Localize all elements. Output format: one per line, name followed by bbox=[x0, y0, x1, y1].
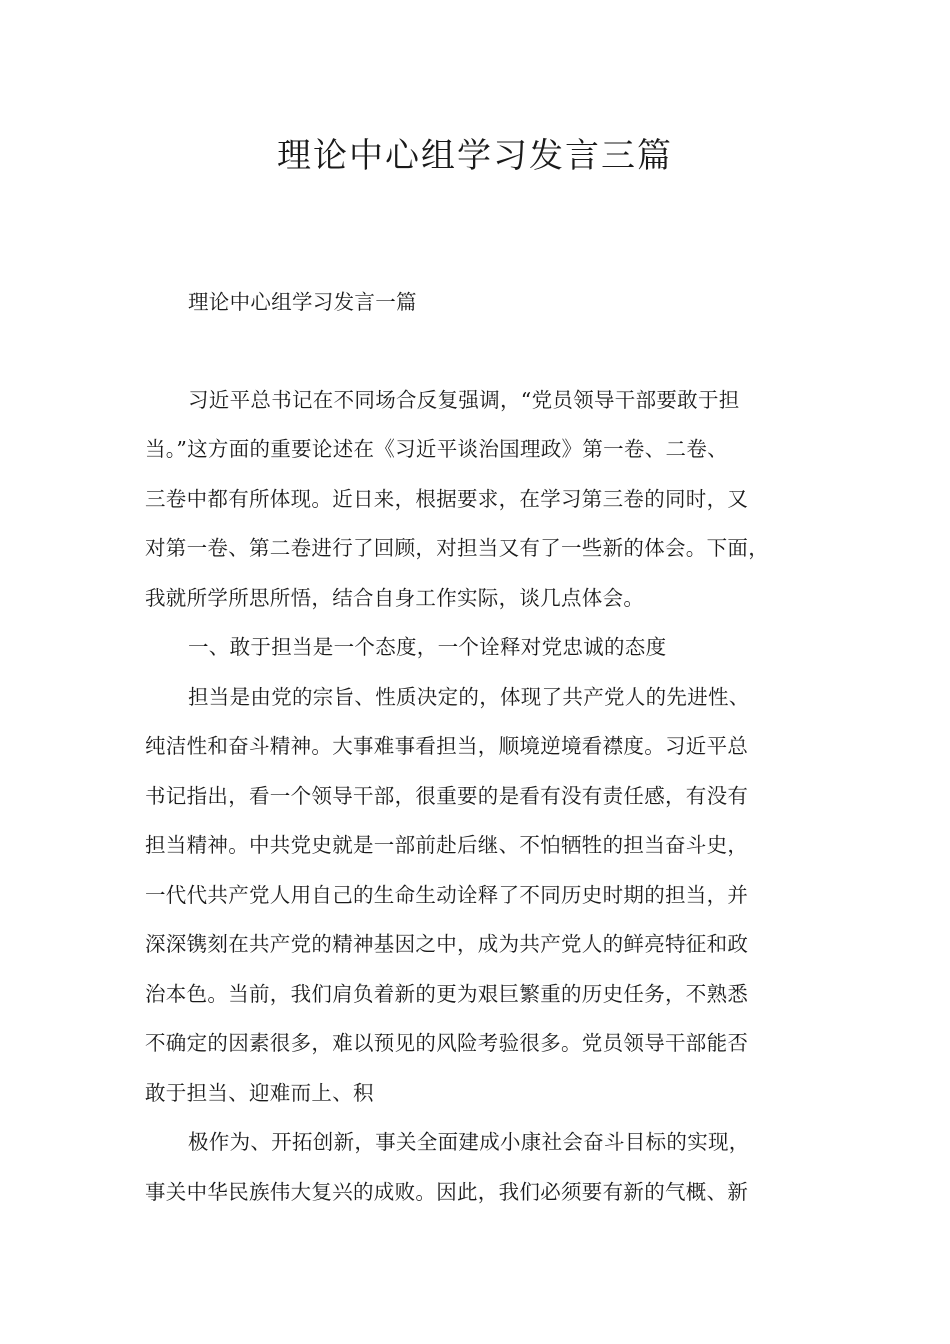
paragraph-line-14: 敢于担当、迎难而上、积 bbox=[145, 1081, 374, 1105]
paragraph-line-7: 纯洁性和奋斗精神。大事难事看担当，顺境逆境看襟度。习近平总 bbox=[145, 734, 749, 758]
paragraph-line-4: 对第一卷、第二卷进行了回顾，对担当又有了一些新的体会。下面， bbox=[145, 536, 769, 560]
paragraph-line-6: 担当是由党的宗旨、性质决定的，体现了共产党人的先进性、 bbox=[188, 685, 750, 709]
paragraph-line-12: 治本色。当前，我们肩负着新的更为艰巨繁重的历史任务，不熟悉 bbox=[145, 982, 749, 1006]
paragraph-line-1: 习近平总书记在不同场合反复强调，“党员领导干部要敢于担 bbox=[188, 388, 740, 412]
section-heading-1: 一、敢于担当是一个态度，一个诠释对党忠诚的态度 bbox=[188, 635, 667, 659]
paragraph-line-10: 一代代共产党人用自己的生命生动诠释了不同历史时期的担当，并 bbox=[145, 883, 749, 907]
paragraph-line-2: 当。”这方面的重要论述在《习近平谈治国理政》第一卷、二卷、 bbox=[145, 437, 728, 461]
paragraph-line-3: 三卷中都有所体现。近日来，根据要求，在学习第三卷的同时，又 bbox=[145, 487, 749, 511]
paragraph-line-8: 书记指出，看一个领导干部，很重要的是看有没有责任感，有没有 bbox=[145, 784, 749, 808]
paragraph-line-9: 担当精神。中共党史就是一部前赴后继、不怕牺牲的担当奋斗史， bbox=[145, 833, 749, 857]
section-subtitle: 理论中心组学习发言一篇 bbox=[188, 290, 417, 314]
paragraph-line-11: 深深镌刻在共产党的精神基因之中，成为共产党人的鲜亮特征和政 bbox=[145, 932, 749, 956]
paragraph-line-13: 不确定的因素很多，难以预见的风险考验很多。党员领导干部能否 bbox=[145, 1031, 749, 1055]
document-title: 理论中心组学习发言三篇 bbox=[277, 136, 673, 176]
paragraph-line-16: 事关中华民族伟大复兴的成败。因此，我们必须要有新的气概、新 bbox=[145, 1180, 749, 1204]
paragraph-line-15: 极作为、开拓创新，事关全面建成小康社会奋斗目标的实现， bbox=[188, 1130, 750, 1154]
paragraph-line-5: 我就所学所思所悟，结合自身工作实际，谈几点体会。 bbox=[145, 586, 645, 610]
